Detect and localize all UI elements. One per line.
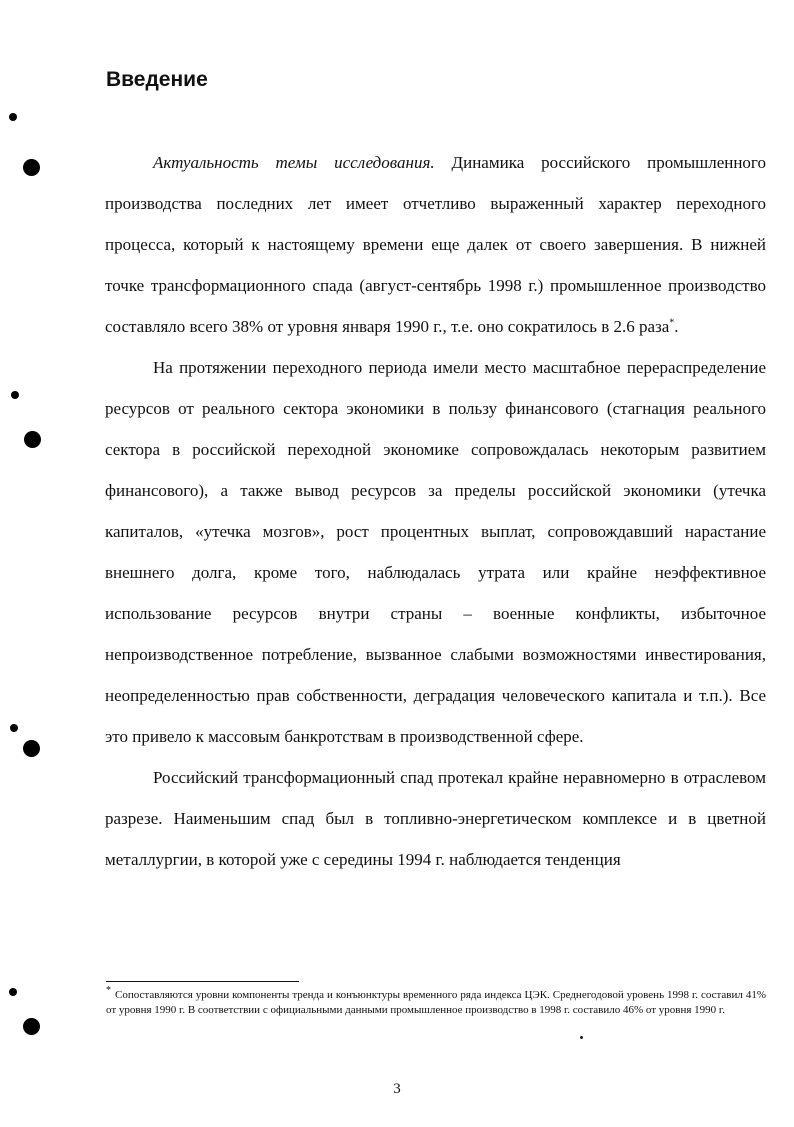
scan-speck	[580, 1036, 583, 1039]
binding-hole	[23, 1018, 40, 1035]
binding-hole-small	[9, 988, 17, 996]
body-text	[105, 142, 766, 880]
binding-hole	[23, 159, 40, 176]
footnote	[106, 985, 766, 1018]
paragraph-3: Российский трансформационный спад протекал крайне неравномерно в отраслевом разрезе. Наименьшим спад был в топливно-энергетическом комплексе и в цветной металлургии, в которой уже с середины 1994 г. наблюдается тенденция	[105, 768, 766, 869]
paragraph-1	[105, 142, 766, 347]
footnote-separator	[106, 981, 299, 982]
paragraph-1-end: .	[674, 317, 679, 336]
binding-hole-small	[9, 113, 17, 121]
section-heading: Введение	[106, 68, 208, 91]
footnote-reference: *	[669, 317, 675, 329]
paragraph-1-text: Динамика российского промышленного производства последних лет имеет отчетливо выраженный характер переходного процесса, который к настоящему времени еще далек от своего завершения. В нижней точке трансформационного спада (август-сентябрь 1998 г.) промышленное производство составляло всего 38% от уровня января 1990 г., т.е. оно сократилось в 2.6 раза	[105, 153, 766, 336]
paragraph-2: На протяжении переходного периода имели место масштабное перераспределение ресурсов от реального сектора экономики в пользу финансового (стагнация реального сектора в российской переходной экономике сопровождалась некоторым развитием финансового), а также вывод ресурсов за пределы российской экономики (утечка капиталов, «утечка мозгов», рост процентных выплат, сопровождавший нарастание внешнего долга, кроме того, наблюдалась утрата или крайне неэффективное использование ресурсов внутри страны – военные конфликты, избыточное непроизводственное потребление, вызванное слабыми возможностями инвестирования, неопределенностью прав собственности, деградация человеческого капитала и т.п.). Все это привело к массовым банкротствам в производственной сфере.	[105, 358, 766, 746]
binding-hole	[23, 740, 40, 757]
footnote-text: Сопоставляются уровни компоненты тренда и конъюнктуры временного ряда индекса ЦЭК. Среднегодовой уровень 1998 г. составил 41% от уровня 1990 г. В соответствии с официальными данными промышленное производство в 1998 г. составило 46% от уровня 1990 г.	[106, 989, 766, 1016]
page-number: 3	[393, 1081, 401, 1097]
binding-hole-small	[10, 724, 18, 732]
footnote-mark: *	[106, 985, 111, 997]
binding-hole	[24, 431, 41, 448]
binding-hole-small	[11, 391, 19, 399]
paragraph-1-lead: Актуальность темы исследования.	[153, 153, 435, 172]
